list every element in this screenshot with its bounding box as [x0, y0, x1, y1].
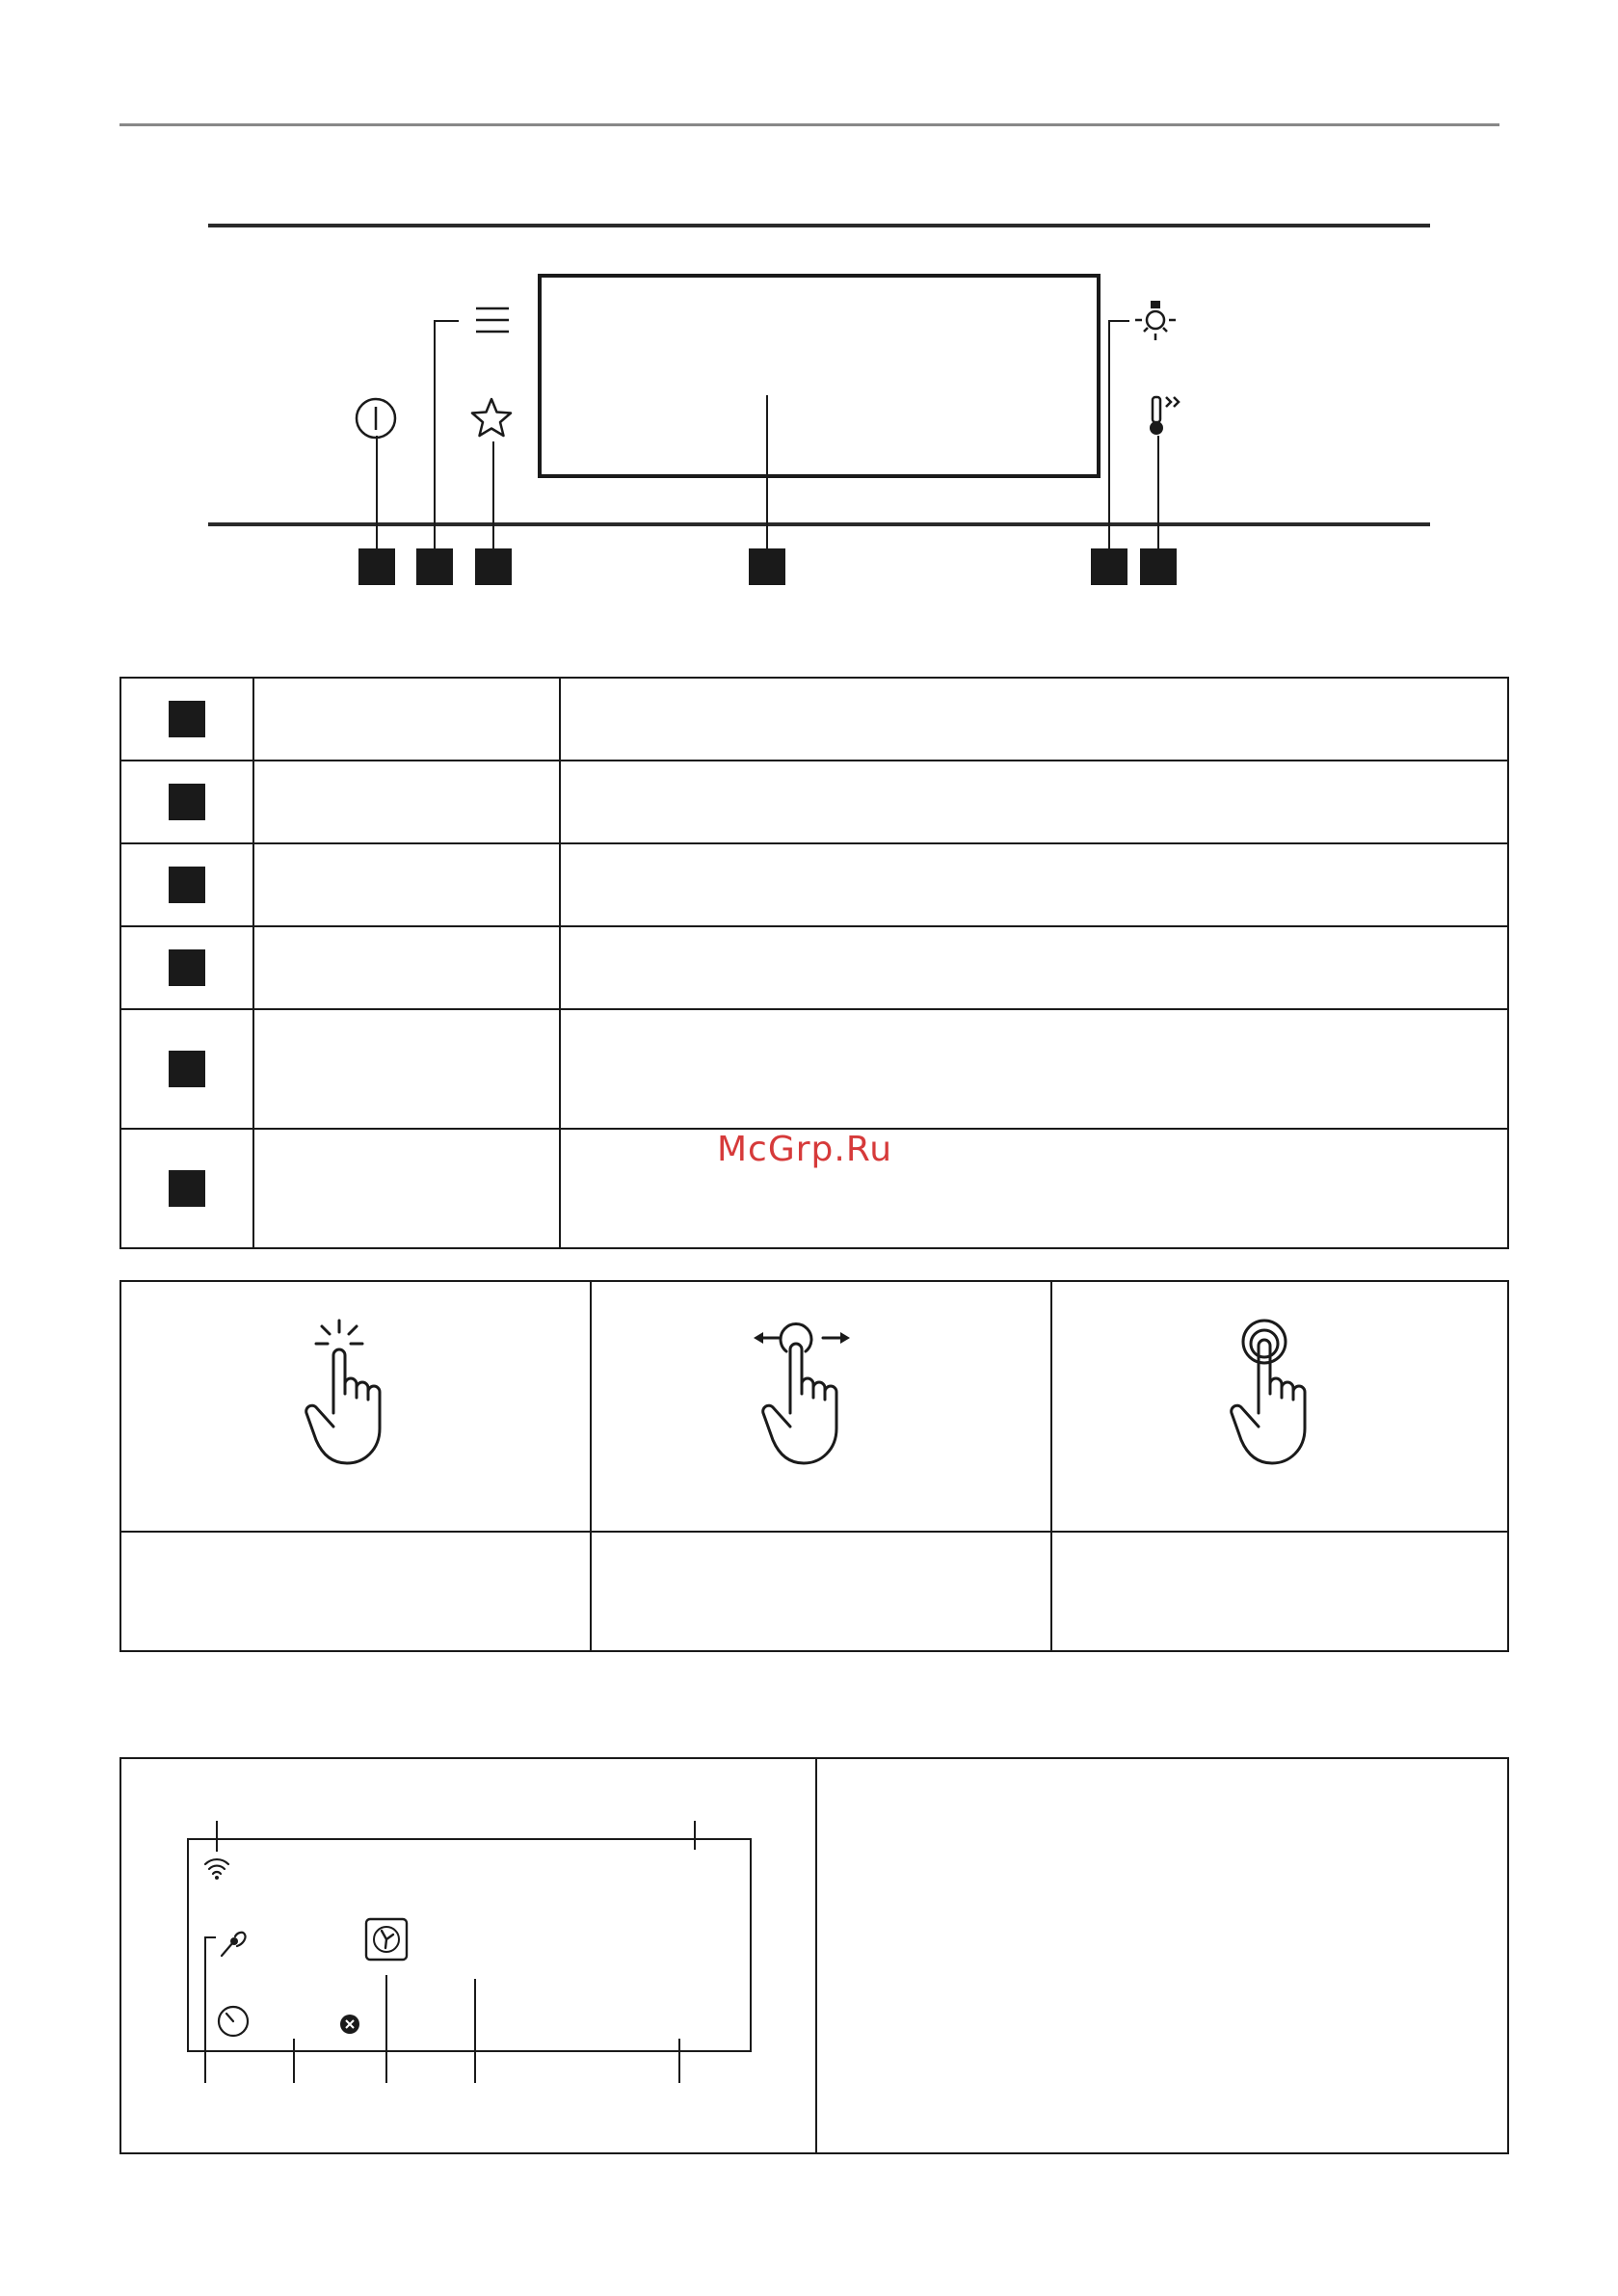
table-row	[120, 926, 1508, 1009]
table-row	[120, 761, 1508, 843]
panel-top-edge	[208, 224, 1430, 227]
long-press-gesture-icon	[1228, 1317, 1334, 1471]
leader-line-5	[1108, 320, 1129, 549]
power-icon	[353, 395, 399, 441]
key-marker-cell	[120, 1129, 253, 1248]
gesture-icon-cell	[1051, 1281, 1508, 1532]
gesture-label-cell	[120, 1532, 591, 1651]
key-function-cell	[253, 926, 560, 1009]
swipe-gesture-icon	[754, 1317, 869, 1471]
gesture-label-row	[120, 1532, 1508, 1651]
key-marker-cell	[120, 761, 253, 843]
watermark: McGrp.Ru	[717, 1130, 893, 1169]
food-sensor-icon	[218, 1929, 251, 1960]
key-function-cell	[253, 761, 560, 843]
favourite-star-icon	[468, 395, 515, 440]
gesture-table	[119, 1280, 1509, 1652]
leader-line-4	[766, 395, 768, 549]
callout-marker	[169, 949, 205, 986]
callout-marker	[169, 1051, 205, 1087]
key-function-cell	[253, 1009, 560, 1129]
gesture-label-cell	[591, 1532, 1051, 1651]
callout-tick	[385, 1975, 387, 2083]
callout-marker	[169, 784, 205, 820]
callout-marker-5	[1091, 548, 1127, 585]
table-row	[120, 843, 1508, 926]
callout-tick	[694, 1821, 696, 1850]
tap-gesture-icon	[303, 1317, 409, 1471]
key-function-cell	[253, 843, 560, 926]
leader-line-3	[492, 441, 494, 549]
callout-marker-3	[475, 548, 512, 585]
table-row	[120, 678, 1508, 761]
key-description-cell	[560, 1129, 1508, 1248]
key-marker-cell	[120, 678, 253, 761]
callout-tick	[293, 2039, 295, 2083]
menu-icon	[472, 303, 511, 337]
lamp-icon	[1133, 299, 1178, 343]
key-marker-cell	[120, 1009, 253, 1129]
callout-marker-6	[1140, 548, 1177, 585]
key-marker-cell	[120, 843, 253, 926]
callout-marker	[169, 1170, 205, 1207]
key-description-cell	[560, 678, 1508, 761]
fast-heat-up-icon	[1143, 393, 1187, 440]
gesture-icon-cell	[120, 1281, 591, 1532]
gesture-icon-row	[120, 1281, 1508, 1532]
callout-marker-1	[358, 548, 395, 585]
callout-tick	[204, 1936, 216, 2083]
gesture-icon-cell	[591, 1281, 1051, 1532]
leader-line-6	[1157, 436, 1159, 549]
callout-tick	[216, 1821, 218, 1852]
key-function-cell	[253, 1129, 560, 1248]
leader-line-2	[434, 320, 459, 549]
key-description-cell	[560, 1009, 1508, 1129]
cancel-icon	[339, 2014, 360, 2035]
key-description-cell	[560, 926, 1508, 1009]
leader-line-1	[376, 436, 378, 549]
header-rule	[119, 123, 1499, 126]
timer-icon	[216, 2004, 251, 2039]
key-marker-cell	[120, 926, 253, 1009]
callout-marker	[169, 701, 205, 737]
callout-marker-4	[749, 548, 785, 585]
callout-marker	[169, 867, 205, 903]
display-window	[538, 274, 1101, 478]
panel-bottom-edge	[208, 522, 1430, 526]
gesture-label-cell	[1051, 1532, 1508, 1651]
display-explanation-panel	[119, 1757, 1509, 2154]
callout-marker-2	[416, 548, 453, 585]
key-description-cell	[560, 761, 1508, 843]
heating-function-icon	[364, 1917, 409, 1962]
panel-divider	[815, 1759, 817, 2152]
wifi-icon	[202, 1855, 231, 1881]
callout-tick	[678, 2039, 680, 2083]
table-row	[120, 1009, 1508, 1129]
callout-tick	[474, 1979, 476, 2083]
key-description-cell	[560, 843, 1508, 926]
mini-display-frame	[187, 1838, 752, 2052]
key-function-cell	[253, 678, 560, 761]
